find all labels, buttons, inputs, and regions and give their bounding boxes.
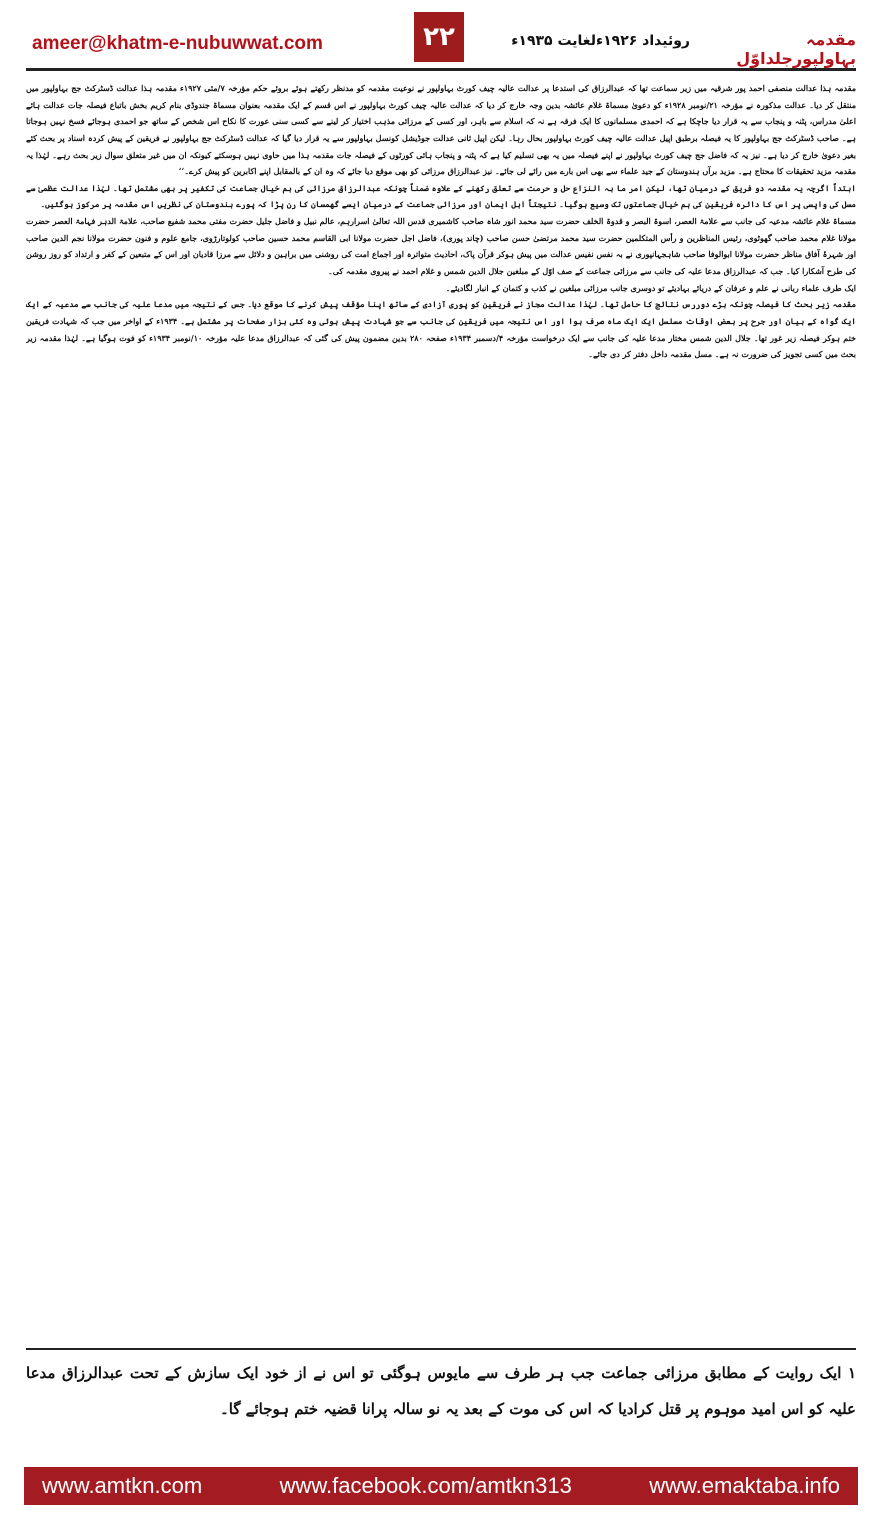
paragraph: ابتداً اگرچہ یہ مقدمہ دو فریق کے درمیان تھا، لیکن امر ما بہ النزاع حل و حرمت سے تعلق رکھنے کے علاوہ ضمناً چونکہ عبدالرزاق مرزائی کی ہم خیال جماعت کی تکفیر پر بھی مشتمل تھا۔ لہٰذا عدالت عظمیٰ سے مسل کی واپسی پر اس کا دائرہ فریقین کی ہم خیال جماعتوں تک وسیع ہوگیا۔ نتیجتاً اہل ایمان اور مرزائی جماعت کے درمیان ایسے گھمسان کا رن پڑا کہ پورے ہندوستان کی نظریں اس مقدمہ پر مرکوز ہوگئیں۔ <box>26 182 856 210</box>
book-title: مقدمہ بہاولپورجلداوّل <box>736 30 856 68</box>
paragraph: مقدمہ ہذا عدالت منصفی احمد پور شرقیہ میں زیر سماعت تھا کہ عبدالرزاق کی استدعا پر عدالت عالیہ چیف کورٹ بہاولپور نے نوعیت مقدمہ کو مدنظر رکھتے ہوئے بروئے حکم مؤرخہ ۷/مئی ۱۹۲۷ء مقدمہ ہذا عدالت ڈسٹرکٹ جج بہاولپور میں منتقل کر دیا۔ عدالت مذکورہ نے مؤرخہ ۲۱/نومبر ۱۹۲۸ء کو دعویٰ مسماۃ غلام عائشہ بدین وجہ خارج کر دیا کہ عدالت عالیہ چیف کورٹ بہاولپور نے اس قسم کے ایک مقدمہ بعنوان مسماۃ جندوڈی بنام کریم بخش باتباع فیصلہ جات عدالت ہائے اعلیٰ مدراس، پٹنہ و پنجاب سے یہ قرار دیا جاچکا ہے کہ احمدی مسلمانوں کا ایک فرقہ ہے نہ کہ اسلام سے باہر، اور کسی کے مرزائی مذہب اختیار کر لینے سے کسی سنی عورت کا نکاح اس شخص کے ساتھ جو احمدی ہوجائے فسخ نہیں ہوجاتا ہے۔ صاحب ڈسٹرکٹ جج بہاولپور کا یہ فیصلہ برطبق اپیل عدالت عالیہ چیف کورٹ بہاولپور بحال رہا۔ لیکن اپیل ثانی عدالت جوڈیشل کونسل بہاولپور سے یہ قرار دیا گیا کہ عدالت ڈسٹرکٹ جج بہاولپور نے فریقین کے پیش کردہ اسناد پر بحث کئے بغیر دعویٰ خارج کر دیا ہے۔ نیز یہ کہ فاضل جج چیف کورٹ بہاولپور نے اپنے فیصلہ میں یہ بھی تسلیم کیا ہے کہ پٹنہ و پنجاب ہائی کورٹوں کے فیصلہ جات مقدمہ ہذا میں حاوی نہیں ہوسکتے کیونکہ ان میں غیر متعلق سوال زیر بحث رہے۔ لہٰذا یہ مقدمہ مزید تحقیقات کا محتاج ہے۔ مزید برآں ہندوستان کے جید علماء سے بھی اس بارے میں رائے لی جائے۔ نیز عبدالرزاق مرزائی کو بھی موقع دیا جائے کہ وہ ان کے بالمقابل اپنے اکابرین کو پیش کرے۔‘‘ <box>26 83 856 177</box>
date-range: روئیداد ۱۹۲۶ءلغایت ۱۹۳۵ء <box>511 33 690 49</box>
body-text <box>26 80 856 1342</box>
paragraph: مسماۃ غلام عائشہ مدعیہ کی جانب سے علامۃ العصر، اسوۃ البصر و قدوۃ الخلف حضرت سید محمد انور شاہ صاحب کاشمیری قدس اللہ تعالیٰ اسرارہم، عالم نبیل و فاضل جلیل حضرت مفتی محمد شفیع صاحب، علامۃ الدہر فہامۃ العصر حضرت مولانا غلام محمد صاحب گھوٹوی، رئیس المناظرین و رأس المتکلمین حضرت سید محمد مرتضیٰ حسن صاحب (چاند پوری)، فاضل اجل حضرت مولانا ابی القاسم محمد حسین صاحب کولوتارڑوی، جامع علوم و فنون حضرت مولانا نجم الدین صاحب اور شہرۂ آفاق مناظر حضرت مولانا ابوالوفا صاحب شاہجہانپوری نے بہ نفس نفیس عدالت میں پیش ہوکر قرآن پاک، احادیث متواترہ اور اجماع امت کی روشنی میں براہین و دلائل سے مرزا قادیان اور اس کے متبعین کے کفر و ارتداد کو روز روشن کی طرح آشکارا کیا۔ جب کہ عبدالرزاق مدعا علیہ کی جانب سے مرزائی جماعت کے صف اوّل کے مبلغین جلال الدین شمس و غلام احمد نے پیروی مقدمہ کی۔ <box>26 216 856 277</box>
footnote-divider <box>26 1348 856 1350</box>
paragraph: ایک طرف علماء ربانی نے علم و عرفان کے دریائے بہادیئے تو دوسری جانب مرزائی مبلغین نے کذب و کتمان کے انبار لگادیئے۔ <box>445 282 856 293</box>
paragraph: مقدمہ زیر بحث کا فیصلہ چونکہ بڑے دوررس نتائج کا حامل تھا۔ لہٰذا عدالت مجاز نے فریقین کو پوری آزادی کے ساتھ اپنا مؤقف پیش کرنے کا موقع دیا۔ جس کے نتیجہ میں مدعا علیہ کی جانب سے مدعیہ کے ایک ایک گواہ کے بیان اور جرح پر بعض اوقات مسلسل ایک ایک ماہ صرف ہوا اور اس نتیجہ میں فریقین کی جانب سے جو شہادت پیش ہوئی وہ کئی ہزار صفحات پر مشتمل ہے۔ ۱۹۳۴ء کے اواخر میں جب کہ شہادت فریقین ختم ہوکر فیصلہ زیر غور تھا۔ جلال الدین شمس مختار مدعا علیہ کی جانب سے ایک درخواست مؤرخہ ۴/دسمبر ۱۹۳۴ء صفحہ ۲۸۰ بدین مضمون پیش کی گئی کہ عبدالرزاق مدعا علیہ مؤرخہ ۱۰/نومبر ۱۹۳۴ء کو فوت ہوگیا ہے۔ لہٰذا مقدمہ زیر بحث میں کسی تجویز کی ضرورت نہ ہے۔ مسل مقدمہ داخل دفتر کر دی جائے۔ <box>26 299 856 360</box>
footer-bar <box>24 1467 858 1505</box>
page-number-badge: ۲۲ <box>414 12 464 62</box>
footer-link-facebook[interactable]: www.facebook.com/amtkn313 <box>279 1473 572 1498</box>
footer-link-website[interactable]: www.amtkn.com <box>42 1473 203 1498</box>
email-address[interactable]: ameer@khatm-e-nubuwwat.com <box>32 33 323 54</box>
footnote: ۱ ایک روایت کے مطابق مرزائی جماعت جب ہر طرف سے مایوس ہوگئی تو اس نے از خود ایک سازش کے تحت عبدالرزاق مدعا علیہ کو اس امید موہوم پر قتل کرادیا کہ اس کی موت کے بعد یہ نو سالہ پرانا قضیہ ختم ہوجائے گا۔ <box>26 1364 856 1418</box>
header-divider <box>26 68 856 71</box>
page-header <box>0 0 881 78</box>
footer-link-emaktaba[interactable]: www.emaktaba.info <box>649 1473 840 1498</box>
